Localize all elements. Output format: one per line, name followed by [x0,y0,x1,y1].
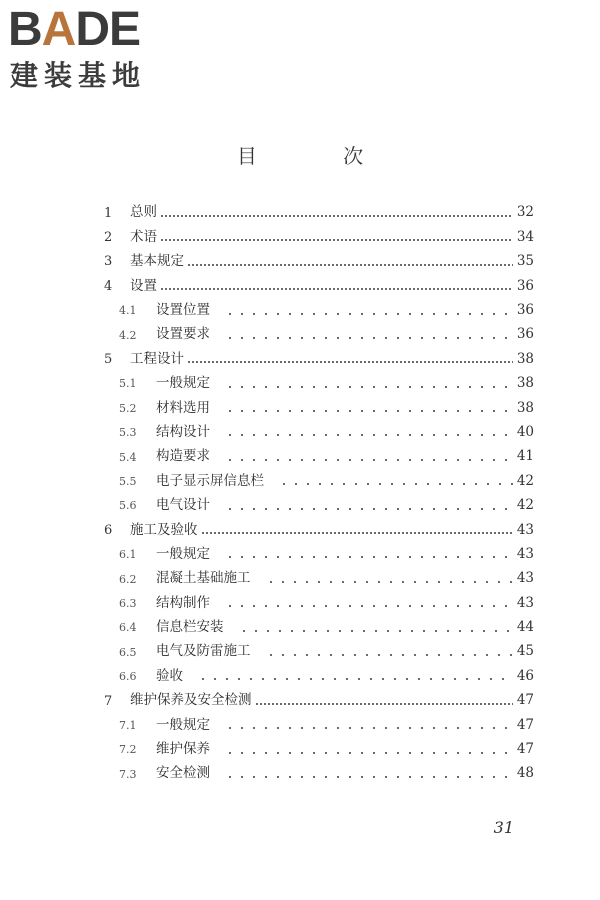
logo-letters-1: B [8,3,42,56]
toc-entry-number: 5.3 [119,426,137,440]
toc-entry-number: 3 [104,254,113,270]
toc-leader-dots [224,326,513,340]
toc-entry-title: 总则 [130,204,157,221]
toc-leader-dots [265,570,514,584]
toc-entry-title: 一般规定 [156,545,210,562]
toc-entry-page: 36 [516,302,534,318]
toc-entry-title: 设置 [130,277,157,294]
toc-entry-page: 43 [516,570,534,587]
toc-entry-page: 41 [516,448,534,465]
toc-entry-number: 7.2 [119,743,137,757]
toc-entry-number: 7.1 [119,718,137,732]
toc-entry-page: 38 [516,399,534,416]
toc-chapter-entry[interactable] [0,689,600,713]
toc-entry-title: 结构设计 [156,423,210,440]
toc-entry-page: 47 [516,741,534,758]
toc-chapter-entry[interactable] [0,250,600,274]
toc-entry-title: 一般规定 [156,375,210,392]
toc-section-entry[interactable] [0,372,600,396]
toc-leader-dots [278,473,513,487]
toc-entry-number: 6.3 [119,596,137,610]
toc-entry-number: 2 [104,230,113,246]
toc-section-entry[interactable] [0,323,600,347]
toc-section-entry[interactable] [0,664,600,688]
toc-entry-title: 电子显示屏信息栏 [156,472,264,489]
toc-entry-title: 验收 [156,667,183,684]
toc-section-entry[interactable] [0,567,600,591]
toc-entry-number: 4.1 [119,304,137,318]
toc-entry-title: 设置要求 [156,326,210,343]
logo [8,3,178,96]
toc-section-entry[interactable] [0,299,600,323]
toc-entry-number: 1 [104,205,113,221]
logo-wordmark [8,3,141,56]
toc-leader-dots [187,253,513,267]
toc-entry-number: 6.4 [119,621,137,635]
toc-entry-page: 34 [516,228,534,245]
toc-leader-dots [160,278,513,292]
toc-entry-title: 维护保养及安全检测 [130,692,252,709]
toc-entry-page: 36 [516,277,534,294]
toc-chapter-entry[interactable] [0,201,600,225]
toc-section-entry[interactable] [0,542,600,566]
logo-letters-2: DE [75,3,141,56]
toc-leader-dots [224,717,513,731]
toc-entry-number: 5 [104,352,113,368]
toc-section-entry[interactable] [0,591,600,615]
toc-section-entry[interactable] [0,762,600,786]
logo-subtitle: 建装基地 [10,59,147,92]
toc-section-entry[interactable] [0,738,600,762]
toc-entry-page: 47 [516,716,534,733]
toc-entry-title: 维护保养 [156,741,210,758]
toc-entry-title: 电气及防雷施工 [156,643,251,660]
toc-entry-title: 构造要求 [156,448,210,465]
toc-entry-page: 32 [516,204,534,221]
toc-entry-number: 4 [104,278,113,294]
toc-leader-dots [160,204,513,218]
toc-entry-number: 7 [104,693,113,709]
toc-entry-title: 设置位置 [156,302,210,318]
toc-entry-number: 6.6 [119,670,137,684]
toc-leader-dots [160,229,513,243]
toc-section-entry[interactable] [0,421,600,445]
toc-entry-number: 6.2 [119,572,137,586]
toc-entry-title: 电气设计 [156,497,210,514]
toc-entry-title: 工程设计 [130,350,184,367]
toc-leader-dots [224,448,513,462]
logo-accent-letter: A [41,3,76,56]
toc-entry-page: 47 [516,692,534,709]
toc-entry-title: 基本规定 [130,253,184,270]
toc-section-entry[interactable] [0,469,600,493]
toc-entry-title: 施工及验收 [130,521,198,538]
toc-leader-dots [224,546,513,560]
page-title: 目 次 [236,144,404,168]
toc-leader-dots [224,741,513,755]
toc-entry-number: 6.5 [119,645,137,659]
toc-leader-dots [224,400,513,414]
toc-entry-page: 35 [516,253,534,270]
toc-entry-page: 42 [516,472,534,489]
toc-entry-page: 40 [516,423,534,440]
toc-entry-page: 42 [516,497,534,514]
toc-section-entry[interactable] [0,445,600,469]
toc-section-entry[interactable] [0,640,600,664]
toc-leader-dots [265,643,514,657]
toc-entry-title: 安全检测 [156,765,210,782]
toc-section-entry[interactable] [0,396,600,420]
toc-leader-dots [197,668,513,682]
toc-entry-number: 7.3 [119,767,137,781]
toc-leader-dots [224,497,513,511]
toc-leader-dots [238,619,514,633]
toc-leader-dots [187,351,513,365]
page-number: 31 [493,818,514,837]
toc-entry-page: 36 [516,326,534,343]
toc-chapter-entry[interactable] [0,518,600,542]
toc-leader-dots [224,302,513,316]
toc-entry-title: 术语 [130,228,157,245]
toc-entry-page: 43 [516,521,534,538]
toc-entry-number: 4.2 [119,328,137,342]
toc-entry-page: 38 [516,375,534,392]
toc-entry-page: 43 [516,545,534,562]
toc-entry-number: 6.1 [119,548,137,562]
toc-entry-title: 混凝土基础施工 [156,570,251,587]
toc-entry-page: 48 [516,765,534,782]
toc-entry-number: 5.4 [119,450,137,464]
toc-leader-dots [224,765,513,779]
toc-entry-page: 46 [516,667,534,684]
toc-entry-title: 信息栏安装 [156,619,224,636]
toc-entry-number: 5.2 [119,401,137,415]
toc-section-entry[interactable] [0,616,600,640]
toc-chapter-entry[interactable] [0,274,600,298]
toc-leader-dots [201,522,514,536]
toc-entry-number: 5.1 [119,377,137,391]
toc-entry-number: 5.6 [119,499,137,513]
toc-entry-page: 44 [516,619,534,636]
toc-entry-page: 45 [516,643,534,660]
toc-chapter-entry[interactable] [0,225,600,249]
toc-leader-dots [255,692,514,706]
toc-entry-number: 5.5 [119,474,137,488]
table-of-contents [0,201,600,786]
toc-entry-page: 43 [516,594,534,611]
toc-entry-title: 材料选用 [156,399,210,416]
toc-leader-dots [224,424,513,438]
toc-section-entry[interactable] [0,494,600,518]
toc-leader-dots [224,375,513,389]
toc-entry-title: 结构制作 [156,594,210,611]
toc-entry-page: 38 [516,350,534,367]
toc-chapter-entry[interactable] [0,347,600,371]
toc-leader-dots [224,595,513,609]
toc-section-entry[interactable] [0,713,600,737]
toc-entry-title: 一般规定 [156,716,210,733]
toc-entry-number: 6 [104,522,113,538]
